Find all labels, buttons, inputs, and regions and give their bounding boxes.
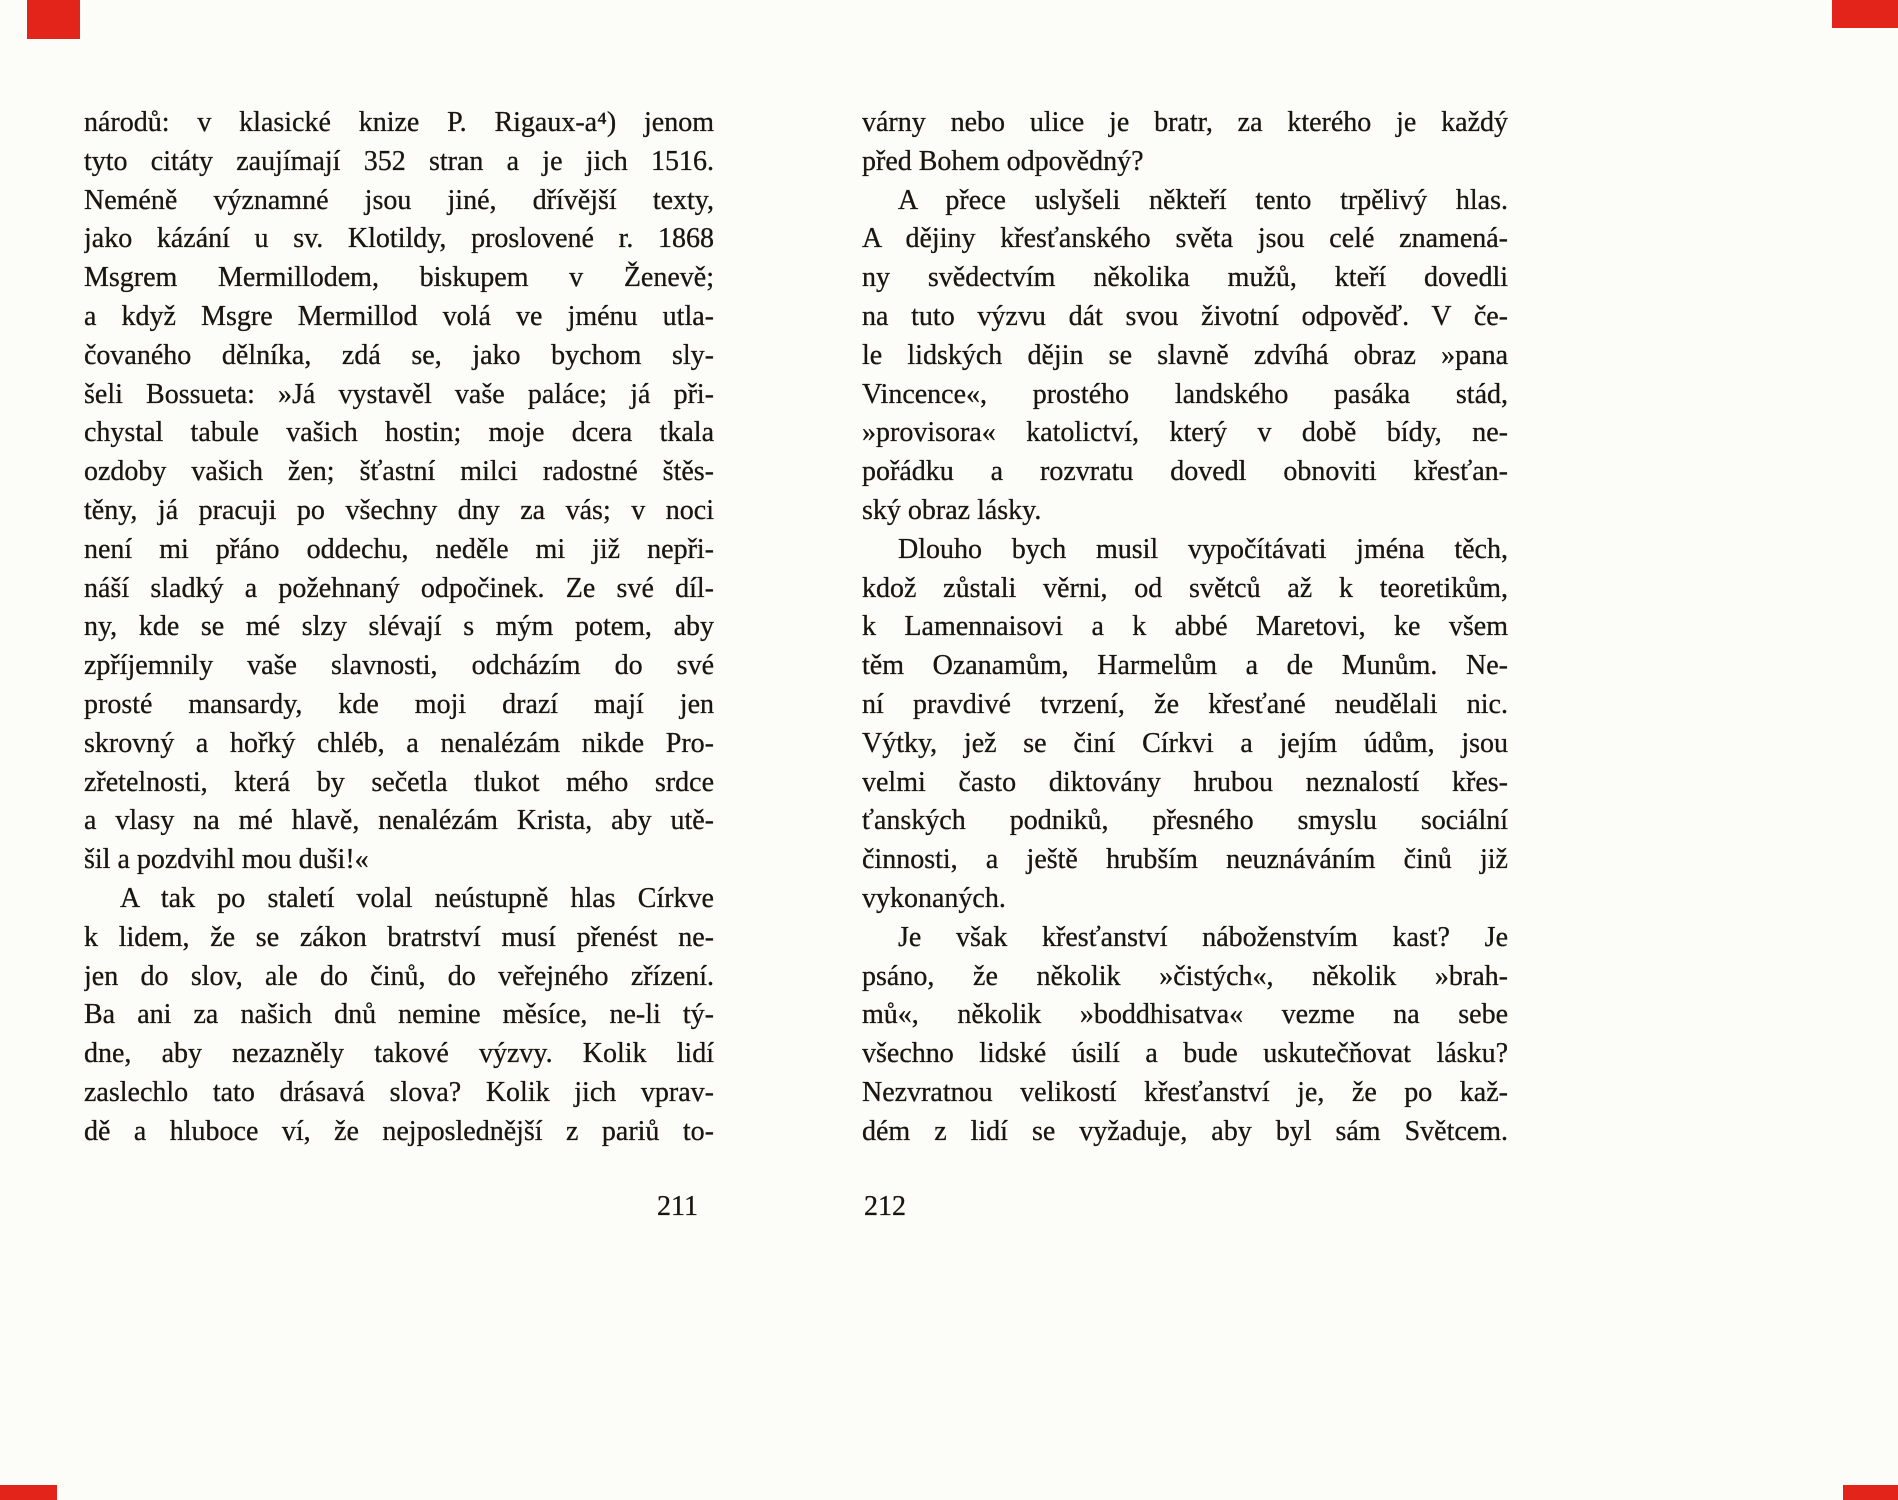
text-line: jako kázání u sv. Klotildy, proslovené r. 1868: [84, 223, 714, 255]
text-line: činnosti, a ještě hrubším neuznáváním činů již: [862, 844, 1508, 876]
registration-mark-bottom-left: [0, 1485, 57, 1500]
text-line: dém z lidí se vyžaduje, aby byl sám Světcem.: [862, 1115, 1508, 1147]
text-line: ťanských podniků, přesného smyslu sociální: [862, 805, 1508, 837]
text-line: Je však křesťanství náboženstvím kast? Je: [898, 921, 1508, 953]
text-line: Vincence«, prostého landského pasáka stád,: [862, 378, 1508, 410]
text-line: »provisora« katolictví, který v době bídy, ne-: [862, 417, 1508, 449]
text-line: těny, já pracuji po všechny dny za vás; v noci: [84, 494, 714, 526]
page-number-right: 212: [864, 1190, 906, 1222]
text-line: kdož zůstali věrni, od světců až k teoretikům,: [862, 572, 1508, 604]
text-line: A přece uslyšeli někteří tento trpělivý hlas.: [898, 184, 1508, 216]
text-line: a když Msgre Mermillod volá ve jménu utla-: [84, 300, 714, 332]
text-line: ní pravdivé tvrzení, že křesťané neudělali nic.: [862, 688, 1508, 720]
page-text-left: [84, 104, 714, 1152]
registration-mark-bottom-right: [1843, 1485, 1898, 1500]
text-line: a vlasy na mé hlavě, nenalézám Krista, aby utě-: [84, 805, 714, 837]
page-left: [84, 104, 714, 1224]
registration-mark-top-left: [27, 0, 80, 39]
text-line: zaslechlo tato drásavá slova? Kolik jich vprav-: [84, 1076, 714, 1108]
text-line: skrovný a hořký chléb, a nenalézám nikde Pro-: [84, 727, 714, 759]
text-line: Dlouho bych musil vypočítávati jména těch,: [898, 533, 1508, 565]
text-line: šeli Bossueta: »Já vystavěl vaše paláce; já při-: [84, 378, 714, 410]
text-line: Nezvratnou velikostí křesťanství je, že po kaž-: [862, 1076, 1508, 1108]
text-line: není mi přáno oddechu, neděle mi již nepři-: [84, 533, 714, 565]
text-line: zpříjemnily vaše slavnosti, odcházím do své: [84, 650, 714, 682]
text-line: velmi často diktovány hrubou neznalostí křes-: [862, 766, 1508, 798]
text-line: jen do slov, ale do činů, do veřejného zřízení.: [84, 960, 714, 992]
text-line: mů«, několik »boddhisatva« vezme na sebe: [862, 999, 1508, 1031]
text-line: národů: v klasické knize P. Rigaux-a⁴) jenom: [84, 107, 714, 138]
page-number-left: 211: [657, 1190, 698, 1222]
text-line: ny, kde se mé slzy slévají s mým potem, aby: [84, 611, 714, 643]
text-line: dě a hluboce ví, že nejposlednější z pariů to-: [84, 1115, 714, 1147]
text-line: dne, aby nezazněly takové výzvy. Kolik lidí: [84, 1038, 714, 1070]
text-line: vykonaných.: [862, 882, 1006, 914]
page-right: [862, 104, 1508, 1224]
text-line: těm Ozanamům, Harmelům a de Munům. Ne-: [862, 650, 1508, 682]
text-line: psáno, že několik »čistých«, několik »brah-: [862, 960, 1508, 992]
text-line: ny svědectvím několika mužů, kteří dovedli: [862, 262, 1508, 294]
text-line: ský obraz lásky.: [862, 494, 1042, 526]
text-line: pořádku a rozvratu dovedl obnoviti křesťan-: [862, 456, 1508, 488]
text-line: le lidských dějin se slavně zdvíhá obraz »pana: [862, 339, 1508, 371]
text-line: před Bohem odpovědný?: [862, 145, 1144, 177]
text-line: prosté mansardy, kde moji drazí mají jen: [84, 688, 714, 720]
text-line: Ba ani za našich dnů nemine měsíce, ne-li tý-: [84, 999, 714, 1031]
text-line: Neméně významné jsou jiné, dřívější texty,: [84, 184, 714, 216]
text-line: ozdoby vašich žen; šťastní milci radostné štěs-: [84, 456, 714, 488]
text-line: A tak po staletí volal neústupně hlas Církve: [120, 882, 714, 914]
text-line: na tuto výzvu dát svou životní odpověď. V če-: [862, 300, 1508, 332]
text-line: Výtky, jež se činí Církvi a jejím údům, jsou: [862, 727, 1508, 759]
registration-mark-top-right: [1832, 0, 1898, 28]
text-line: k Lamennaisovi a k abbé Maretovi, ke všem: [862, 611, 1508, 643]
text-line: A dějiny křesťanského světa jsou celé znamená-: [862, 223, 1508, 255]
text-line: všechno lidské úsilí a bude uskutečňovat lásku?: [862, 1038, 1508, 1070]
text-line: várny nebo ulice je bratr, za kterého je každý: [862, 107, 1508, 138]
text-line: šil a pozdvihl mou duši!«: [84, 844, 369, 876]
text-line: Msgrem Mermillodem, biskupem v Ženevě;: [84, 262, 714, 294]
text-line: zřetelnosti, která by sečetla tlukot mého srdce: [84, 766, 714, 798]
text-line: náší sladký a požehnaný odpočinek. Ze své díl-: [84, 572, 714, 604]
text-line: čovaného dělníka, zdá se, jako bychom sly-: [84, 339, 714, 371]
text-line: k lidem, že se zákon bratrství musí přenést ne-: [84, 921, 714, 953]
text-line: chystal tabule vašich hostin; moje dcera tkala: [84, 417, 714, 449]
page-text-right: [862, 104, 1508, 1152]
text-line: tyto citáty zaujímají 352 stran a je jich 1516.: [84, 145, 714, 177]
